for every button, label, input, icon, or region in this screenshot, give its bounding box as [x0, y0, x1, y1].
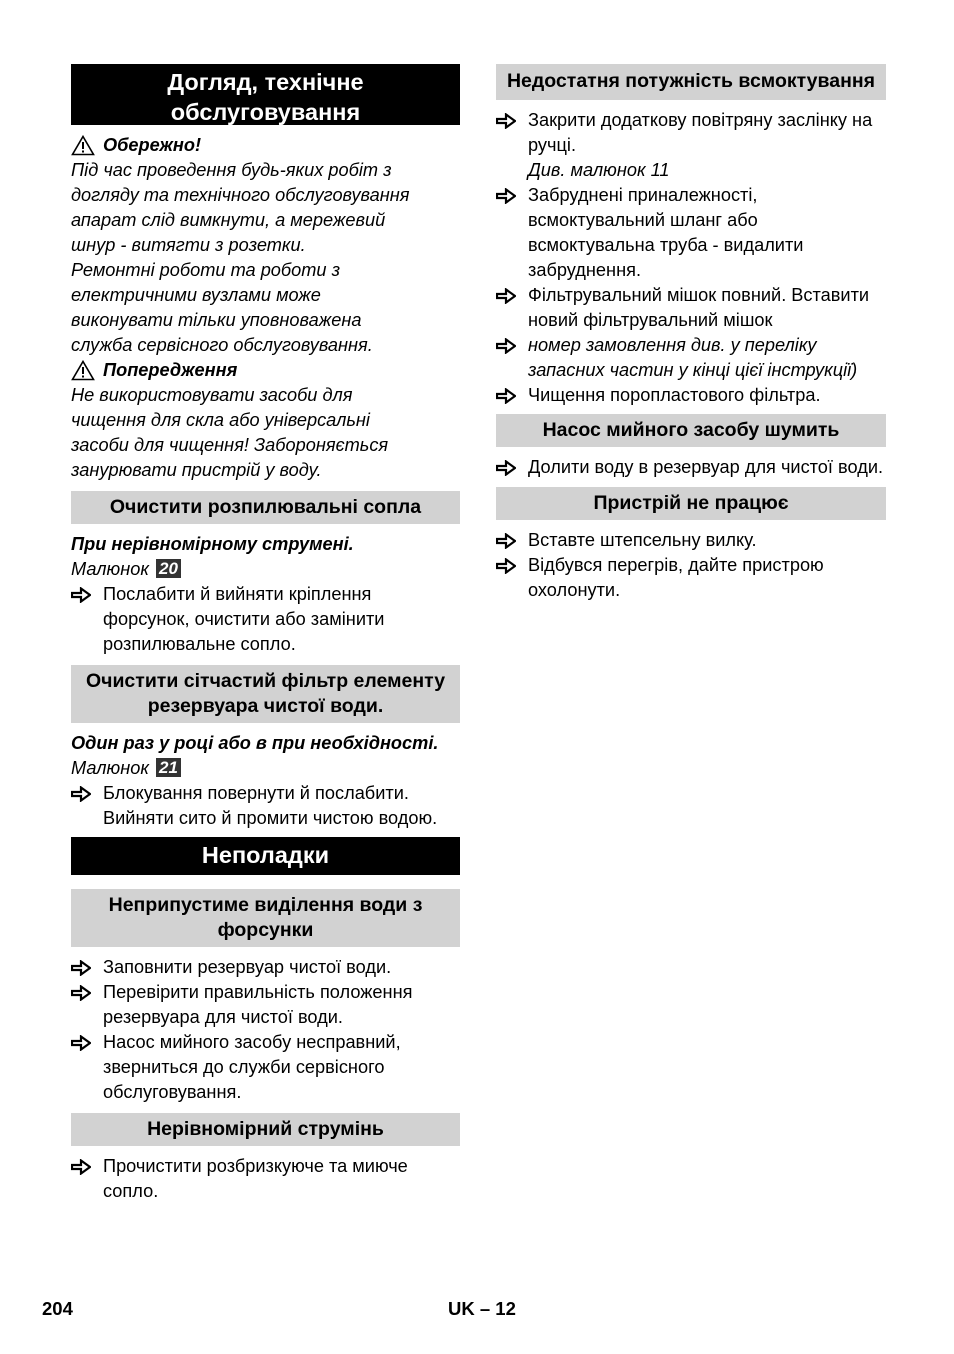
arrow-right-icon [496, 460, 516, 476]
arrow-right-icon [496, 388, 516, 404]
figure-number: 20 [156, 559, 181, 578]
caution-block [71, 133, 460, 358]
caution-title: Обережно! [103, 135, 202, 155]
arrow-right-icon [71, 1035, 91, 1051]
left-column [71, 64, 460, 1204]
arrow-right-icon [496, 558, 516, 574]
arrow-right-icon [71, 960, 91, 976]
list-item: Долити воду в резервуар для чистої води. [496, 455, 886, 480]
figure-reference: Малюнок 21 [71, 756, 460, 781]
instruction-list [71, 955, 460, 1105]
section-heading: Очистити розпилювальні сопла [71, 491, 460, 524]
instruction-list [71, 1154, 460, 1204]
list-item: Фільтрувальний мішок повний. Вставити новий фільтрувальний мішок [496, 283, 886, 333]
arrow-right-icon [71, 985, 91, 1001]
caution-text: Під час проведення будь-яких робіт з догляду та технічного обслуговування апарат слід вимкнути, а мережевий шнур - витягти з розетки. Ремонтні роботи та роботи з електричними вузлами може виконувати тільки уповноважена служба сервісного обслуговування. [71, 160, 410, 355]
arrow-right-icon [71, 1159, 91, 1175]
maintenance-heading: Догляд, технічне обслуговування [71, 64, 460, 125]
section-condition: При нерівномірному струмені. [71, 534, 354, 554]
arrow-right-icon [71, 587, 91, 603]
section-heading: Очистити сітчастий фільтр елементу резервуара чистої води. [71, 665, 460, 723]
instruction-list [71, 582, 460, 657]
list-item: Відбувся перегрів, дайте пристрою охолонути. [496, 553, 886, 603]
warning-text: Не використовувати засоби для чищення для скла або універсальні засоби для чищення! Забороняється занурювати пристрій у воду. [71, 385, 389, 480]
section-heading: Пристрій не працює [496, 487, 886, 520]
section-heading: Неприпустиме виділення води з форсунки [71, 889, 460, 947]
figure-number: 21 [156, 758, 181, 777]
arrow-right-icon [71, 786, 91, 802]
list-item: Послабити й вийняти кріплення форсунок, очистити або замінити розпилювальне сопло. [71, 582, 460, 657]
faults-heading: Неполадки [71, 837, 460, 875]
list-item: Насос мийного засобу несправний, зверниться до служби сервісного обслуговування. [71, 1030, 460, 1105]
warning-title: Попередження [103, 360, 238, 380]
section-heading: Нерівномірний струмінь [71, 1113, 460, 1146]
arrow-right-icon [496, 113, 516, 129]
list-item: Заповнити резервуар чистої води. [71, 955, 460, 980]
list-item: Вставте штепсельну вилку. [496, 528, 886, 553]
list-item: Перевірити правильність положення резервуара для чистої води. [71, 980, 460, 1030]
instruction-list [496, 455, 886, 480]
list-item: Закрити додаткову повітряну заслінку на ручці. Див. малюнок 11 [496, 108, 886, 183]
figure-reference: Малюнок 20 [71, 557, 460, 582]
list-item: Забруднені приналежності, всмоктувальний шланг або всмоктувальна труба - видалити забруднення. [496, 183, 886, 283]
list-item: Чищення поропластового фільтра. [496, 383, 886, 408]
instruction-list [496, 108, 886, 408]
right-column [496, 64, 886, 603]
list-item: Прочистити розбризкуюче та миюче сопло. [71, 1154, 460, 1204]
page-label: UK – 12 [448, 1298, 516, 1319]
section-heading: Насос мийного засобу шумить [496, 414, 886, 447]
page-number: 204 [42, 1298, 73, 1319]
warning-triangle-icon [71, 360, 95, 381]
section-condition: Один раз у році або в при необхідності. [71, 733, 439, 753]
arrow-right-icon [496, 338, 516, 354]
list-item: Блокування повернути й послабити. Вийняти сито й промити чистою водою. [71, 781, 460, 831]
warning-triangle-icon [71, 135, 95, 156]
warning-block [71, 358, 460, 483]
list-item: номер замовлення див. у переліку запасних частин у кінці цієї інструкції) [496, 333, 886, 383]
arrow-right-icon [496, 288, 516, 304]
arrow-right-icon [496, 188, 516, 204]
arrow-right-icon [496, 533, 516, 549]
instruction-list [496, 528, 886, 603]
section-heading: Недостатня потужність всмоктування [496, 64, 886, 100]
instruction-list [71, 781, 460, 831]
figure-reference: Див. малюнок 11 [528, 160, 670, 180]
